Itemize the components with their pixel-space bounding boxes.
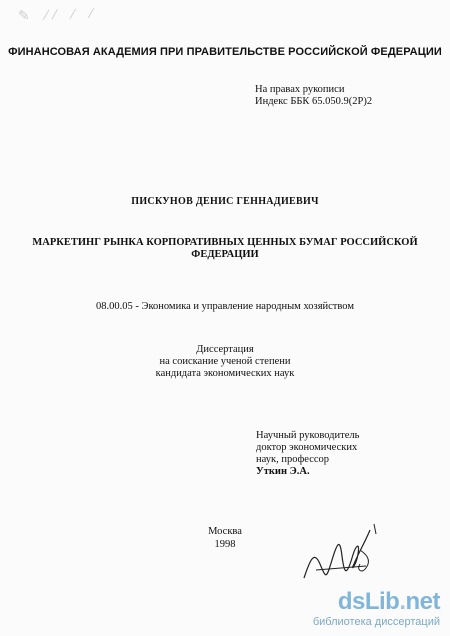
supervisor-degree: доктор экономических: [256, 442, 358, 453]
year: 1998: [214, 539, 236, 550]
rights-block: [255, 84, 372, 108]
organization-heading: ФИНАНСОВАЯ АКАДЕМИЯ ПРИ ПРАВИТЕЛЬСТВЕ РОССИЙСКОЙ ФЕДЕРАЦИИ: [8, 46, 442, 58]
thesis-title: [20, 237, 430, 261]
watermark-logo: [304, 588, 444, 632]
degree-line: Диссертация: [196, 344, 254, 355]
supervisor-block: [256, 430, 359, 478]
watermark-brand: dsLib.net: [337, 588, 440, 615]
supervisor-role: Научный руководитель: [256, 430, 360, 441]
author-name: ПИСКУНОВ ДЕНИС ГЕННАДИЕВИЧ: [131, 196, 319, 207]
supervisor-title: наук, профессор: [256, 454, 330, 465]
supervisor-name: Уткин Э.А.: [256, 466, 310, 477]
specialty-line: 08.00.05 - Экономика и управление народным хозяйством: [96, 301, 354, 312]
handwritten-scan-mark: ✎ ⁄⁄ ⁄ ⁄: [17, 4, 100, 24]
degree-line: кандидата экономических наук: [155, 368, 295, 379]
city: Москва: [208, 526, 242, 537]
watermark-subtitle: библиотека диссертаций: [312, 616, 440, 628]
bbk-index-line: Индекс ББК 65.050.9(2Р)2: [255, 96, 373, 107]
thesis-title-line: МАРКЕТИНГ РЫНКА КОРПОРАТИВНЫХ ЦЕННЫХ БУМАГ РОССИЙСКОЙ: [32, 237, 418, 248]
thesis-title-line: ФЕДЕРАЦИИ: [191, 249, 259, 260]
handwritten-signature: [296, 520, 386, 590]
rights-line: На правах рукописи: [255, 84, 345, 95]
degree-block: [0, 344, 450, 380]
degree-line: на соискание ученой степени: [159, 356, 291, 367]
